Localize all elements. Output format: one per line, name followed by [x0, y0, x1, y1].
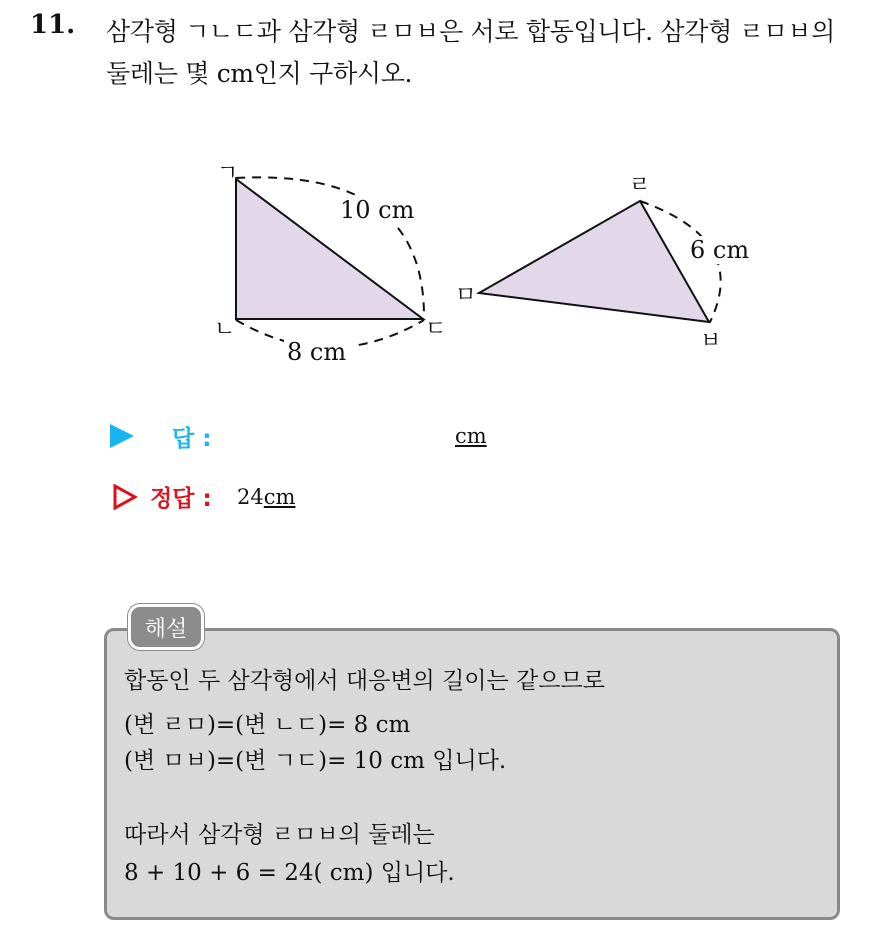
question-number: 11.: [30, 10, 76, 40]
vertex-nieun: ㄴ: [214, 317, 236, 342]
explanation-line-2: (변 ㄹㅁ)=(변 ㄴㄷ)= 8 cm: [124, 712, 411, 738]
correct-answer-unit: cm: [263, 485, 296, 509]
answer-label: 답 :: [172, 426, 212, 452]
answer-unit: cm: [455, 424, 487, 448]
triangle-figure: [0, 0, 884, 400]
label-8cm: 8 cm: [287, 338, 347, 366]
vertex-giyeok: ㄱ: [217, 161, 239, 186]
label-10cm: 10 cm: [340, 196, 415, 224]
vertex-rieul: ㄹ: [629, 173, 651, 198]
triangle-right: [479, 201, 709, 322]
vertex-digeut: ㄷ: [425, 317, 447, 342]
explanation-line-5: 8 + 10 + 6 = 24( cm) 입니다.: [124, 860, 455, 886]
explanation-line-3: (변 ㅁㅂ)=(변 ㄱㄷ)= 10 cm 입니다.: [124, 748, 507, 774]
correct-answer-label: 정답 :: [150, 486, 212, 512]
question-text-line-2: 둘레는 몇 cm인지 구하시오.: [106, 59, 413, 88]
question-text-line-1: 삼각형 ㄱㄴㄷ과 삼각형 ㄹㅁㅂ은 서로 합동입니다. 삼각형 ㄹㅁㅂ의: [106, 17, 835, 46]
explanation-line-4: 따라서 삼각형 ㄹㅁㅂ의 둘레는: [124, 822, 435, 848]
vertex-bieup: ㅂ: [700, 329, 722, 354]
correct-answer-marker-icon: [112, 484, 138, 510]
explanation-line-1: 합동인 두 삼각형에서 대응변의 길이는 같으므로: [124, 668, 605, 694]
explanation-tag: 해설: [128, 604, 204, 650]
correct-answer-value: [237, 485, 295, 509]
label-6cm: 6 cm: [690, 236, 750, 264]
correct-answer-number: 24: [237, 485, 264, 509]
vertex-mieum: ㅁ: [455, 283, 477, 308]
answer-marker-icon: [110, 424, 134, 448]
